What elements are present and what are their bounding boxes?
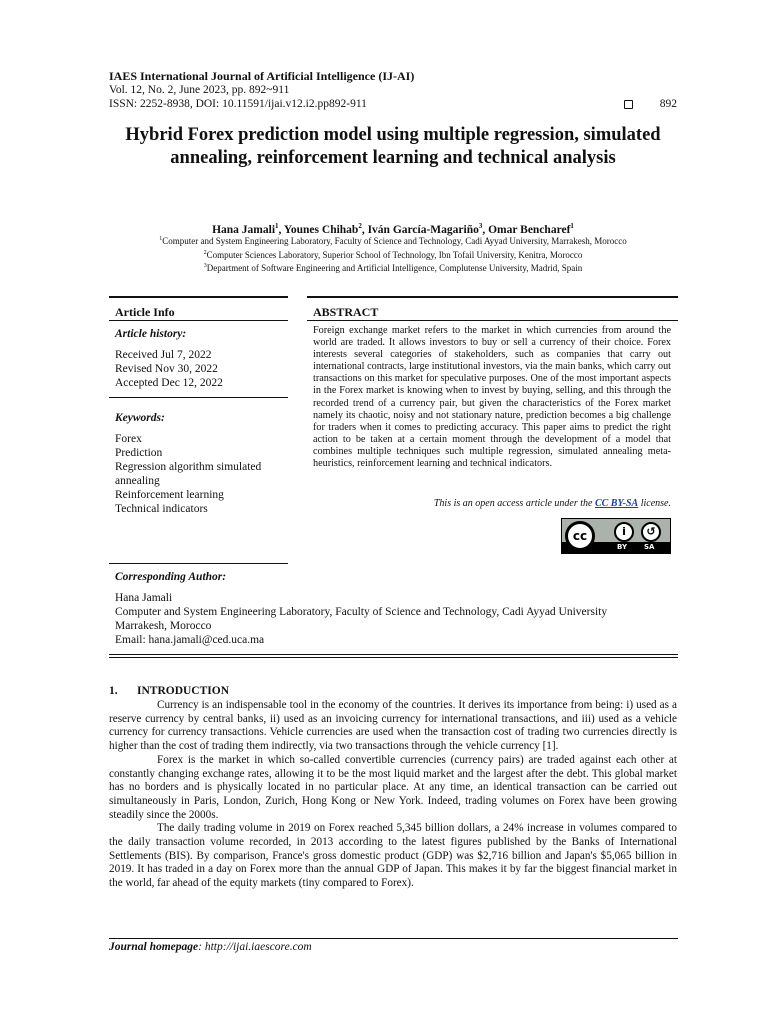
corresponding-author	[115, 591, 685, 647]
received-date: Received Jul 7, 2022	[115, 349, 212, 361]
keyword: Technical indicators	[115, 503, 208, 515]
divider	[109, 657, 678, 658]
article-history-heading: Article history:	[115, 328, 187, 340]
keyword: Regression algorithm simulated annealing	[115, 461, 262, 487]
attribution-icon: i	[614, 522, 634, 542]
paper-title: Hybrid Forex prediction model using multiple regression, simulated annealing, reinforcement learning and technical analysis	[125, 125, 661, 168]
journal-header	[109, 69, 677, 111]
affiliation: $^2$Computer Sciences Laboratory, Superior School of Technology, Ibn Tofail University, Kenitra, Morocco	[203, 249, 583, 260]
paragraph: Currency is an indispensable tool in the economy of the countries. It derives its importance from being: i) used as a reserve currency by central banks, ii) used as an invoicing currency for international transactions, and iii) used as a vehicle currency for currency transactions. Vehicle currencies are used when the transaction cost of trading two currencies directly is higher than the cost of trading them indirectly, via two transactions through the vehicle currency [1].	[109, 699, 677, 753]
divider	[109, 320, 288, 321]
author-list: Hana Jamali$^1$, Younes Chihab$^2$, Iván García-Magariño$^3$, Omar Bencharef$^1$	[212, 222, 574, 236]
keyword: Forex	[115, 433, 142, 445]
corresponding-name: Hana Jamali	[115, 592, 173, 604]
author-name: Younes Chihab	[283, 223, 359, 236]
introduction-body	[109, 699, 677, 891]
paragraph: The daily trading volume in 2019 on Forex reached 5,345 billion dollars, a 24% increase in volumes compared to the daily transaction volume recorded, in 2013 according to the latest figures published by the Banks of International Settlements (BIS). By comparison, France's gross domestic product (GDP) was $2,716 billion and Japan's $5,065 billion in 2019. It has traded in a day on Forex more than the annual GDP of Japan. This makes it by far the biggest financial market in the world, far ahead of the equity markets (tiny compared to Forex).	[109, 822, 677, 890]
accepted-date: Accepted Dec 12, 2022	[115, 377, 223, 389]
affiliation: $^3$Department of Software Engineering and Artificial Intelligence, Complutense University, Madrid, Spain	[203, 263, 583, 273]
divider	[307, 320, 678, 321]
page-number: 892	[659, 98, 677, 110]
journal-volume: Vol. 12, No. 2, June 2023, pp. 892~911	[109, 84, 290, 96]
divider	[109, 397, 288, 398]
badge-label: BY	[617, 543, 628, 551]
abstract-heading: ABSTRACT	[313, 305, 379, 319]
journal-name: IAES International Journal of Artificial Intelligence (IJ-AI)	[109, 69, 415, 83]
license-link[interactable]: CC BY-SA	[594, 498, 639, 509]
license-note: This is an open access article under the CC BY-SA license.	[433, 498, 671, 509]
share-alike-icon: ↺	[641, 522, 661, 542]
creative-commons-icon: cc	[565, 521, 595, 551]
affiliation-list	[109, 234, 677, 275]
cc-by-sa-badge[interactable]	[561, 518, 671, 554]
divider	[109, 296, 288, 298]
homepage-url[interactable]: : http://ijai.iaescore.com	[198, 941, 312, 953]
journal-homepage: Journal homepage: http://ijai.iaescore.com	[109, 941, 312, 953]
article-info-heading: Article Info	[115, 305, 175, 319]
corresponding-affiliation: Computer and System Engineering Laboratory, Faculty of Science and Technology, Cadi Ayyad University	[115, 606, 608, 618]
author-name: Iván García-Magariño	[367, 223, 479, 236]
divider	[307, 296, 678, 298]
keyword-list	[115, 432, 285, 516]
section-heading: 1. INTRODUCTION	[109, 685, 230, 697]
article-history	[115, 348, 223, 390]
keyword: Prediction	[115, 447, 163, 459]
author-name: Omar Bencharef	[488, 223, 571, 236]
author-name: Hana Jamali	[212, 223, 276, 236]
paragraph: Forex is the market in which so-called convertible currencies (currency pairs) are traded against each other at constantly changing exchange rates, allowing it to be the most liquid market and the largest after the debt. This global market has no borders and is physically located in no particular place. At any time, an identical transaction can be carried out simultaneously in Paris, London, Zurich, Hong Kong or New York. Indeed, trading volumes on Forex have been growing steadily since the 2000s.	[109, 753, 677, 821]
keyword: Reinforcement learning	[115, 489, 224, 501]
divider	[109, 563, 288, 564]
affiliation: $^1$Computer and System Engineering Laboratory, Faculty of Science and Technology, Cadi Ayyad University, Marrakesh, Morocco	[159, 236, 627, 246]
keywords-heading: Keywords:	[115, 412, 165, 424]
corresponding-author-heading: Corresponding Author:	[115, 571, 227, 583]
divider	[109, 938, 678, 939]
journal-issn: ISSN: 2252-8938, DOI: 10.11591/ijai.v12.i2.pp892-911	[109, 98, 367, 110]
corresponding-email: Email: hana.jamali@ced.uca.ma	[115, 634, 265, 646]
corresponding-city: Marrakesh, Morocco	[115, 620, 212, 632]
divider	[109, 654, 678, 655]
badge-label: SA	[644, 543, 655, 551]
abstract-text: Foreign exchange market refers to the market in which currencies from around the world are traded. It allows investors to buy or sell a currency of their choice. Forex interests several categories of stakeholders, such as companies that carry out international contracts, large institutional investors, via the main banks, which carry out transactions on this market for speculative purposes. One of the most important aspects in the Forex market is knowing when to invest by buying, selling, and this through the recorded trend of a currency pair, but given the characteristics of the Forex market namely its chaotic, noisy and not stationary nature, prediction becomes a big challenge for traders when it comes to predicting accuracy. This paper aims to predict the right action to be taken at a certain moment through the development of a model that combines multiple techniques such multiple regression, simulated annealing meta-heuristics, reinforcement learning and technical indicators.	[313, 325, 671, 470]
square-icon	[624, 100, 633, 109]
revised-date: Revised Nov 30, 2022	[115, 363, 218, 375]
